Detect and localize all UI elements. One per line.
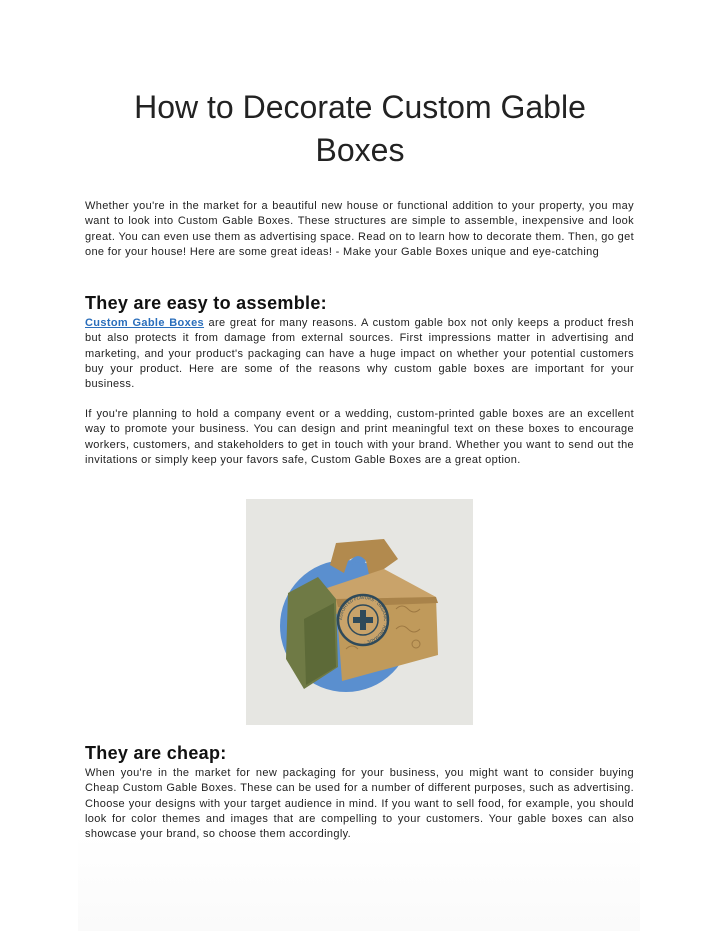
title-line-2: Boxes — [315, 132, 405, 168]
assemble-paragraph-2: If you're planning to hold a company event or a wedding, custom-printed gable boxes are an excellent way to promote your business. You can design and print meaningful text on these boxes to encourage workers, customers, and stakeholders to get in touch with your brand. Whether you want to send out the invitations or simply keep your favors safe, Custom Gable Boxes are a great option. — [85, 408, 634, 466]
assemble-paragraph-1 — [85, 316, 634, 392]
assemble-paragraph-1-text: are great for many reasons. A custom gable box not only keeps a product fresh but also protects it from damage from external sources. First impressions matter in advertising and marketing, and your product's packaging can have a huge impact on whether your potential customers buy your product. Here are some of the reasons why custom gable boxes are important for your business. — [85, 317, 634, 391]
section-heading-assemble: They are easy to assemble: — [85, 293, 327, 313]
page-title — [0, 86, 720, 172]
intro-paragraph: Whether you're in the market for a beautiful new house or functional addition to your property, you may want to look into Custom Gable Boxes. These structures are simple to assemble, inexpensive and look great. You can even use them as advertising space. Read on to learn how to decorate them. Then, go get one for your house! Here are some great ideas! - Make your Gable Boxes unique and eye-catching — [85, 200, 634, 258]
title-line-1: How to Decorate Custom Gable — [134, 89, 586, 125]
stamp-text: ASSORTED FLAVORS · ORGANIC · HANDMADE · — [337, 594, 389, 645]
gable-box-image — [246, 499, 473, 725]
section-heading-cheap: They are cheap: — [85, 743, 227, 763]
custom-gable-boxes-link[interactable]: Custom Gable Boxes — [85, 317, 205, 329]
gable-box-illustration — [246, 499, 473, 725]
page-shade — [78, 835, 640, 931]
cheap-paragraph: When you're in the market for new packaging for your business, you might want to consider buying Cheap Custom Gable Boxes. These can be used for a number of different purposes, such as advertising. Choose your designs with your target audience in mind. If you want to sell food, for example, you should look for color themes and images that are compelling to your customers. Your gable boxes can also showcase your brand, so choose them accordingly. — [85, 767, 634, 841]
